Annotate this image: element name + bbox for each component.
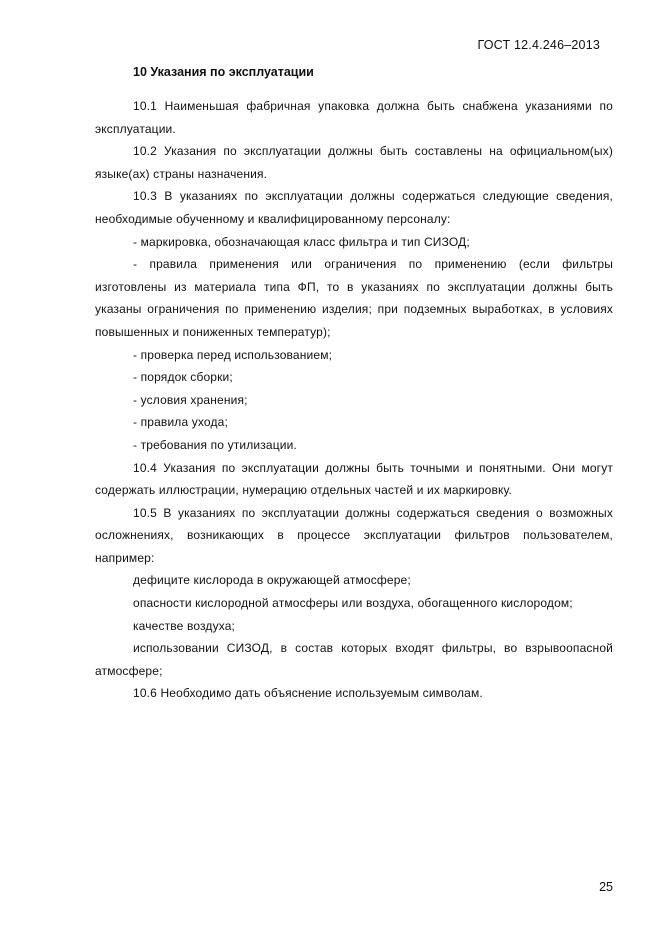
list-item-storage: - условия хранения; bbox=[133, 392, 248, 407]
paragraph-10-2: 10.2 Указания по эксплуатации должны быть составлены на официальном(ых) языке(ах) страны назначения. bbox=[95, 144, 613, 181]
standard-header: ГОСТ 12.4.246–2013 bbox=[477, 38, 600, 52]
list-item-assembly: - порядок сборки; bbox=[133, 370, 233, 385]
list-item-pre-use-check: - проверка перед использованием; bbox=[133, 347, 333, 362]
section-body bbox=[95, 95, 613, 705]
list-item-marking: - маркировка, обозначающая класс фильтра и тип СИЗОД; bbox=[133, 234, 470, 249]
list-item-oxygen-deficit: дефиците кислорода в окружающей атмосфере; bbox=[133, 573, 411, 588]
paragraph-10-6: 10.6 Необходимо дать объяснение используемым символам. bbox=[133, 686, 483, 701]
page-number: 25 bbox=[599, 880, 613, 894]
list-item-explosive-atmosphere: использовании СИЗОД, в состав которых входят фильтры, во взрывоопасной атмосфере; bbox=[95, 641, 613, 678]
paragraph-10-4: 10.4 Указания по эксплуатации должны быть точными и понятными. Они могут содержать иллюстрации, нумерацию отдельных частей и их маркировку. bbox=[95, 460, 613, 498]
paragraph-10-1: 10.1 Наименьшая фабричная упаковка должна быть снабжена указаниями по эксплуатации. bbox=[95, 99, 613, 136]
paragraph-10-3: 10.3 В указаниях по эксплуатации должны содержаться следующие сведения, необходимые обученному и квалифицированному персоналу: bbox=[95, 189, 613, 226]
list-item-usage-rules: - правила применения или ограничения по применению (если фильтры изготовлены из материала типа ФП, то в указаниях по эксплуатации должны быть указаны ограничения по применению изделия; при подземных выработках, в условиях повышенных и пониженных температур); bbox=[95, 257, 613, 339]
list-item-oxygen-hazard: опасности кислородной атмосферы или воздуха, обогащенного кислородом; bbox=[133, 596, 573, 611]
list-item-air-quality: качестве воздуха; bbox=[133, 618, 236, 633]
paragraph-10-5: 10.5 В указаниях по эксплуатации должны содержаться сведения о возможных осложнениях, возникающих в процессе эксплуатации фильтров пользователем, например: bbox=[95, 505, 613, 565]
section-title: 10 Указания по эксплуатации bbox=[133, 65, 314, 79]
list-item-care: - правила ухода; bbox=[133, 415, 228, 430]
list-item-disposal: - требования по утилизации. bbox=[133, 437, 297, 452]
